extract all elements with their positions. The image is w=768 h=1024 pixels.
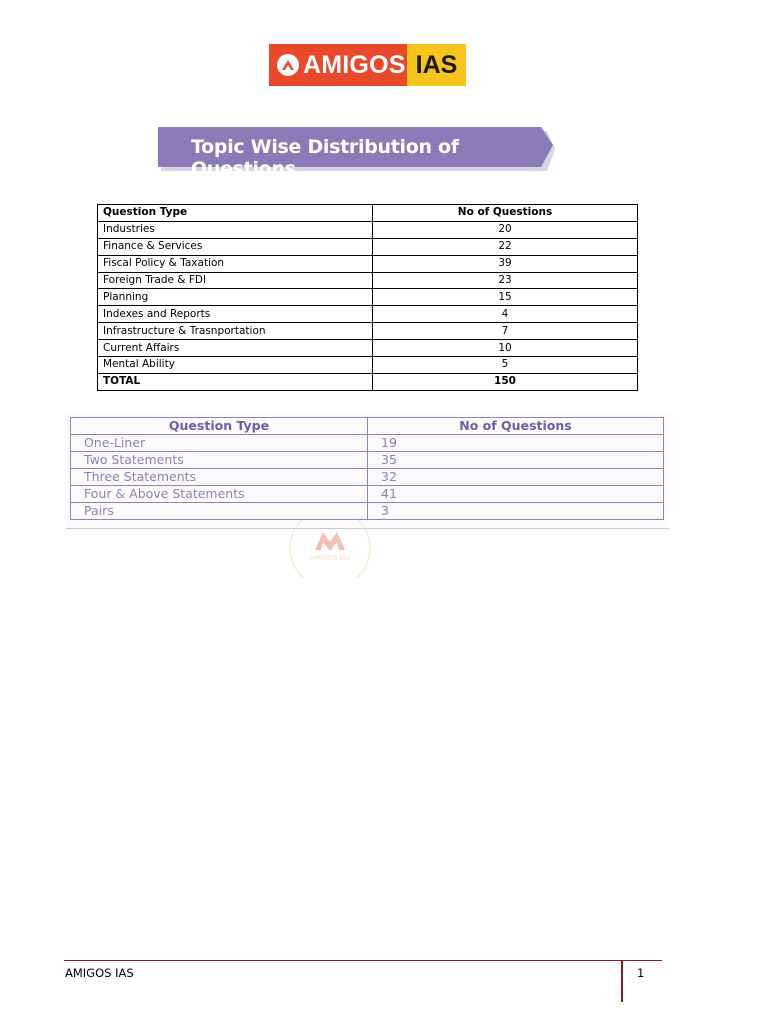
topic-cell: Infrastructure & Trasnportation <box>98 323 373 340</box>
count-cell: 23 <box>373 272 638 289</box>
table-row <box>98 272 638 289</box>
topic-cell: Industries <box>98 221 373 238</box>
count-cell: 15 <box>373 289 638 306</box>
question-type-table <box>70 417 664 520</box>
watermark-logo <box>287 520 373 578</box>
type-cell: Three Statements <box>71 469 368 486</box>
watermark-text: AMIGOS IAS <box>309 554 351 562</box>
table-row <box>71 435 664 452</box>
page-number: 1 <box>637 966 645 980</box>
table-row <box>98 221 638 238</box>
type-cell: Four & Above Statements <box>71 486 368 503</box>
logo-right-text: IAS <box>415 50 458 79</box>
logo-left-block <box>269 44 407 86</box>
header-question-type: Question Type <box>98 205 373 222</box>
type-cell: Pairs <box>71 503 368 520</box>
footer-brand: AMIGOS IAS <box>65 966 134 980</box>
total-label: TOTAL <box>98 373 373 390</box>
logo-mark-icon <box>277 54 299 76</box>
type-cell: One-Liner <box>71 435 368 452</box>
count-cell: 39 <box>373 255 638 272</box>
section-banner <box>157 125 557 180</box>
count-cell: 19 <box>368 435 664 452</box>
count-cell: 35 <box>368 452 664 469</box>
amigos-ias-logo <box>269 44 466 86</box>
count-cell: 10 <box>373 340 638 357</box>
topic-distribution-table <box>97 204 638 391</box>
header-no-of-questions: No of Questions <box>373 205 638 222</box>
header-no-of-questions: No of Questions <box>368 418 664 435</box>
table-row <box>98 306 638 323</box>
banner-title: Topic Wise Distribution of Questions <box>191 136 459 180</box>
count-cell: 22 <box>373 238 638 255</box>
topic-cell: Planning <box>98 289 373 306</box>
count-cell: 7 <box>373 323 638 340</box>
count-cell: 5 <box>373 357 638 374</box>
table-row <box>71 503 664 520</box>
count-cell: 3 <box>368 503 664 520</box>
header-question-type: Question Type <box>71 418 368 435</box>
table-row <box>98 289 638 306</box>
table-row <box>98 255 638 272</box>
table-header-row <box>71 418 664 435</box>
table-total-row <box>98 373 638 390</box>
table-row <box>98 323 638 340</box>
table-header-row <box>98 205 638 222</box>
count-cell: 41 <box>368 486 664 503</box>
type-cell: Two Statements <box>71 452 368 469</box>
count-cell: 32 <box>368 469 664 486</box>
count-cell: 4 <box>373 306 638 323</box>
logo-left-text: AMIGOS <box>303 50 406 79</box>
topic-cell: Fiscal Policy & Taxation <box>98 255 373 272</box>
logo-right-block <box>407 44 466 86</box>
table-row <box>71 486 664 503</box>
count-cell: 20 <box>373 221 638 238</box>
topic-cell: Finance & Services <box>98 238 373 255</box>
table-row <box>98 340 638 357</box>
footer-rule <box>64 960 662 961</box>
table-row <box>71 469 664 486</box>
topic-cell: Current Affairs <box>98 340 373 357</box>
topic-cell: Mental Ability <box>98 357 373 374</box>
topic-cell: Indexes and Reports <box>98 306 373 323</box>
table-row <box>71 452 664 469</box>
table-row <box>98 357 638 374</box>
topic-cell: Foreign Trade & FDI <box>98 272 373 289</box>
footer-divider <box>621 960 623 1002</box>
question-type-table-panel <box>66 413 669 528</box>
total-value: 150 <box>373 373 638 390</box>
table-row <box>98 238 638 255</box>
